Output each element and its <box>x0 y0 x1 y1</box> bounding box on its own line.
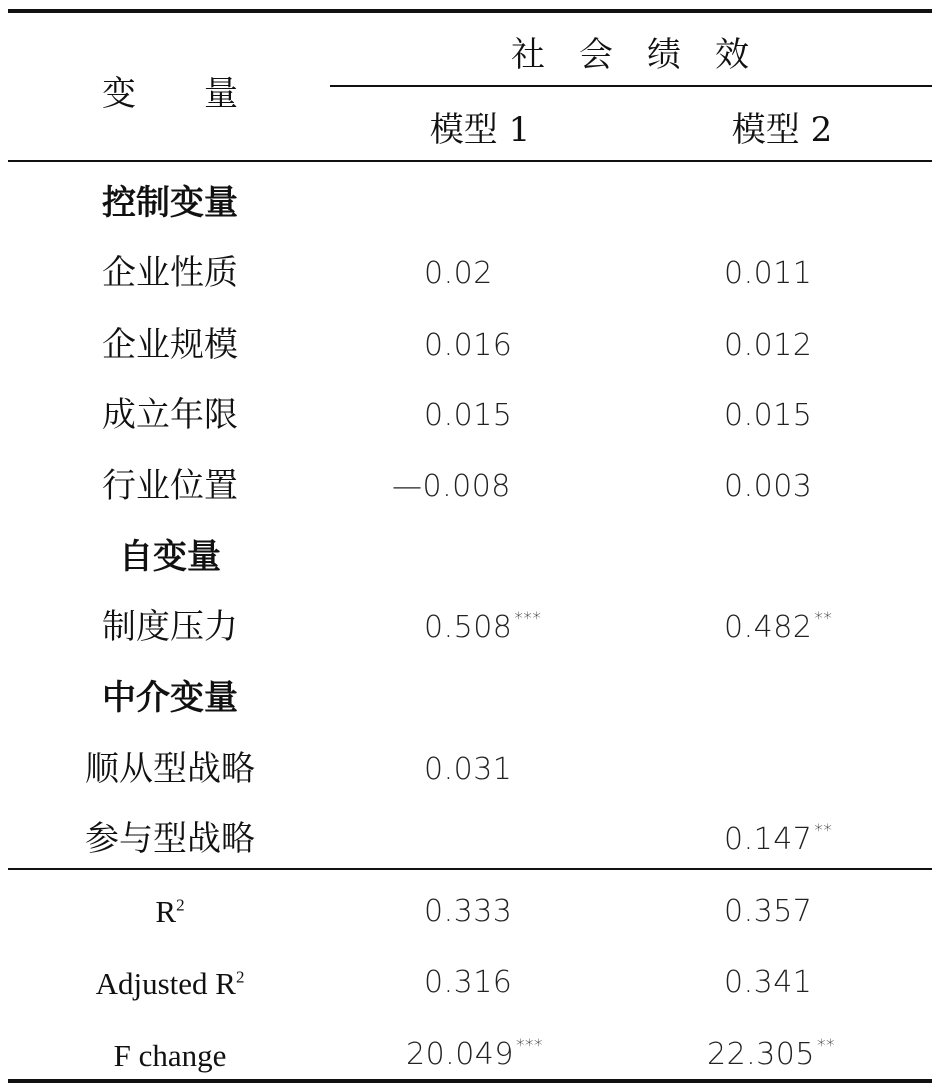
cell-adjusted-r2-m1: 0.316 <box>424 965 513 1000</box>
cell-pressure-m2 <box>724 609 833 645</box>
cell-age-m2: 0.015 <box>724 398 813 433</box>
variable-header: 变 量 <box>102 74 238 114</box>
value-f-change-m2: 22.305 <box>707 1037 815 1072</box>
row-label-f-change: F change <box>113 1038 227 1073</box>
row-label-adjusted-r2 <box>96 968 245 999</box>
cell-compliance-m1: 0.031 <box>424 752 513 787</box>
cell-adjusted-r2-m2: 0.341 <box>724 965 813 1000</box>
bottom-rule <box>8 1079 932 1083</box>
model-2-header: 模型 2 <box>731 110 833 150</box>
r2-label: R <box>155 894 177 929</box>
adjusted-r2-label: Adjusted R <box>95 966 236 1001</box>
cell-f-change-m2 <box>707 1036 835 1072</box>
value-f-change-m1: 20.049 <box>406 1037 514 1072</box>
cell-position-m1: —0.008 <box>392 469 511 504</box>
cell-pressure-m1 <box>424 609 542 645</box>
r2-exponent: 2 <box>176 895 185 915</box>
row-label-r2 <box>155 896 184 927</box>
cell-f-change-m1 <box>406 1036 543 1072</box>
cell-size-m2: 0.012 <box>724 328 813 363</box>
row-label-age: 成立年限 <box>102 395 238 435</box>
cell-position-m2: 0.003 <box>724 469 813 504</box>
model-1-header: 模型 1 <box>429 110 531 150</box>
cell-nature-m1: 0.02 <box>424 256 493 291</box>
independent-variable-heading: 自变量 <box>119 537 221 577</box>
row-label-pressure: 制度压力 <box>102 607 238 647</box>
cell-r2-m1: 0.333 <box>424 894 513 929</box>
significance-stars: ** <box>814 821 833 841</box>
significance-stars: ** <box>814 609 833 629</box>
cell-age-m1: 0.015 <box>424 398 513 433</box>
top-rule <box>8 9 932 13</box>
social-performance-header: 社 会 绩 效 <box>511 35 749 75</box>
cell-participation-m2 <box>724 821 833 857</box>
row-label-participation: 参与型战略 <box>85 819 255 859</box>
header-bottom-rule <box>8 160 932 162</box>
cell-size-m1: 0.016 <box>424 328 513 363</box>
stats-separator-rule <box>8 868 932 870</box>
cell-r2-m2: 0.357 <box>724 894 813 929</box>
mediator-variables-heading: 中介变量 <box>102 678 238 718</box>
value-pressure-m2: 0.482 <box>724 610 813 645</box>
adjusted-r2-exponent: 2 <box>235 967 245 987</box>
row-label-size: 企业规模 <box>102 325 238 365</box>
value-pressure-m1: 0.508 <box>424 610 513 645</box>
row-label-position: 行业位置 <box>102 466 238 506</box>
row-label-compliance: 顺从型战略 <box>85 749 255 789</box>
row-label-nature: 企业性质 <box>102 253 238 293</box>
significance-stars: ** <box>816 1036 835 1056</box>
significance-stars: *** <box>515 1036 543 1056</box>
significance-stars: *** <box>514 609 542 629</box>
cell-nature-m2: 0.011 <box>724 256 813 291</box>
control-variables-heading: 控制变量 <box>102 183 238 223</box>
value-participation-m2: 0.147 <box>724 822 813 857</box>
group-underline <box>330 85 932 87</box>
